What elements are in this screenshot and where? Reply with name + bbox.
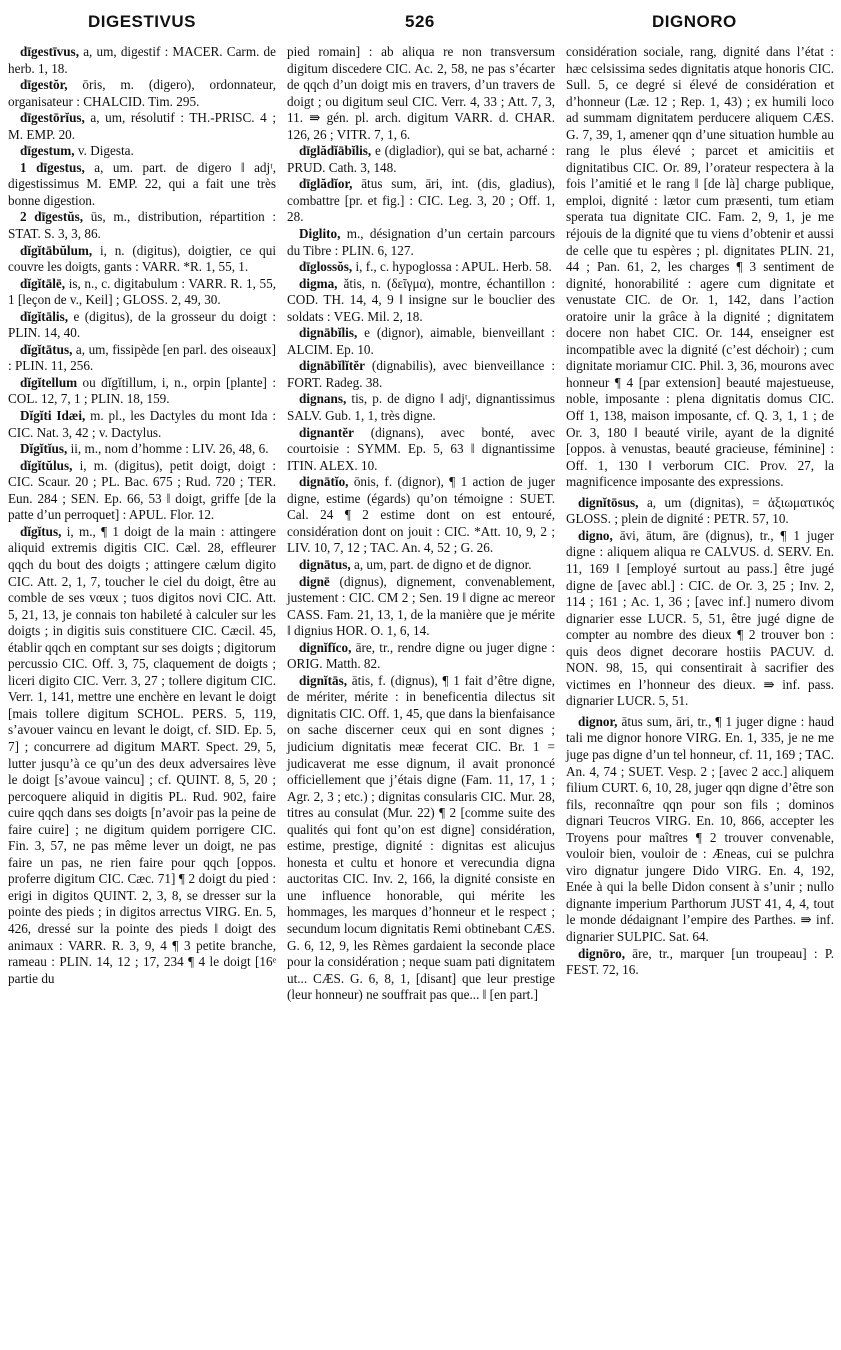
entry-definition: āvi, ātum, āre (dignus), tr., ¶ 1 juger digne : aliquem aliqua re CALVUS. d. SERV. En. 11, 169 ‖ [employé surtout au pass.] être jugé digne de [avec abl.] : CIC. de Or. 3, 25 ; Inv. 2, 114 ; 161 ; Ac. 1, 36 ; [avec inf.] numero divom dignarier esse LUCR. 5, 51, être jugé digne de compter au nombre des dieux ¶ 2 trouver bon : quis deos dignet decorare hostiis PACUV. d. NON. 98, 15, qui consentirait à sacrifier des victimes en l’honneur des dieux. ⇛ inf. pass. dignarier LUCR. 5, 51. [566, 527, 835, 709]
entry-headword: dignōro, [578, 945, 626, 961]
entry-headword: dīglossŏs, [299, 259, 353, 275]
dictionary-entry [566, 714, 834, 946]
entry-headword: dignantĕr [299, 424, 354, 440]
entry-headword: dĭgĭtābŭlum, [20, 242, 93, 258]
entry-headword: dīgestōrĭus, [20, 110, 85, 126]
entry-definition: ātus sum, āri, tr., ¶ 1 juger digne : haud tali me dignor honore VIRG. En. 1, 335, je ne me juge pas digne d’un tel honneur, cf. 11, 169 ; TAC. An. 4, 74 ; SUET. Vesp. 2 ; [avec 2 acc.] aliquem filium CURT. 6, 10, 28, juger qqn digne d’être son fils, reconnaître qqn pour son fils ; dominos dignari Teucros VIRG. En. 10, 866, accepter les Troyens pour maîtres ¶ 2 trouver convenable, vouloir bien, vouloir de : Æneas, cui se pulchra viro dignatur jungere Dido VIRG. En. 4, 192, Enée à qui la belle Didon consent à s’unir ; nullo dignante imperium Parthorum JUST 41, 4, 4, tout le monde dédaignant l’empire des Parthes. ⇛ inf. dignarier SULPIC. Sat. 64. [566, 713, 834, 944]
dictionary-entry [8, 160, 276, 210]
dictionary-entry [8, 458, 276, 524]
entry-definition: (dignus), dignement, convenablement, justement : CIC. CM 2 ; Sen. 19 ‖ digne ac mereor CASS. Fam. 21, 13, 1, de la manière que je mérite ‖ dignius HOR. O. 1, 6, 14. [287, 573, 555, 639]
dictionary-entry [287, 226, 555, 259]
entry-definition: e (digladior), qui se bat, acharné : PRUD. Cath. 3, 148. [287, 143, 555, 175]
entry-headword: dignĭtōsus, [578, 494, 639, 510]
dictionary-entry [8, 524, 276, 987]
entry-headword: dĭgĭtālis, [20, 308, 68, 324]
entry-headword: dīgestŏr, [20, 77, 68, 93]
entry-definition: (dignabilis), avec bienveillance : FORT. Radeg. 38. [287, 358, 556, 390]
dictionary-entry [287, 325, 555, 358]
entry-definition: pied romain] : ab aliqua re non transversum digitum discedere CIC. Ac. 2, 58, ne pas s’écarter de qqch d’un doigt mis en travers, d’un travers de doigt ; ou digitum seul CIC. Verr. 4, 33 ; Att. 7, 3, 11. ⇛ gén. pl. arch. digitum VARR. d. CHAR. 126, 26 ; VITR. 7, 1, 6. [287, 44, 555, 142]
entry-headword: dĭgĭtus, [20, 523, 62, 539]
entry-headword: 1 dīgestus, [20, 159, 85, 175]
dictionary-entry [287, 425, 555, 475]
dictionary-entry [287, 574, 555, 640]
entry-headword: dĭgĭtŭlus, [20, 457, 73, 473]
entry-definition: a, um (dignitas), = ἀξιωματικός GLOSS. ; plein de dignité : PETR. 57, 10. [566, 494, 835, 527]
dictionary-entry [287, 391, 555, 424]
dictionary-entry [8, 243, 276, 276]
entry-definition: e (digitus), de la grosseur du doigt : PLIN. 14, 40. [8, 308, 277, 341]
entry-headword: dīgestīvus, [20, 44, 79, 59]
entry-definition: m. pl., les Dactyles du mont Ida : CIC. Nat. 3, 42 ; v. Dactylus. [8, 408, 277, 440]
dictionary-entry [566, 946, 834, 979]
entry-definition: i, m. (digitus), petit doigt, doigt : CIC. Scaur. 20 ; PL. Bac. 675 ; Rud. 720 ; TER. Eun. 284 ; SEN. Ep. 66, 53 ‖ doigt, griffe [de la patte d’un perroquet] : APUL. Flor. 12. [8, 457, 277, 523]
entry-definition: v. Digesta. [77, 143, 134, 159]
entry-definition: ātus sum, āri, int. (dis, gladius), combattre [pr. et fig.] : CIC. Leg. 3, 20 ; Off. 1, 28. [287, 176, 556, 225]
entry-definition: ōris, m. (digero), ordonnateur, organisateur : CHALCID. Tim. 295. [8, 77, 277, 109]
dictionary-entry [8, 209, 276, 242]
page-header [0, 0, 841, 40]
entry-definition: a, um, part. de digno et de dignor. [353, 556, 532, 572]
entry-definition: a, um, résolutif : TH.-PRISC. 4 ; M. EMP. 20. [8, 110, 276, 142]
dictionary-entry [287, 276, 555, 326]
entry-headword: digno, [578, 527, 613, 543]
dictionary-entry [287, 557, 555, 574]
entry-definition: e (dignor), aimable, bienveillant : ALCIM. Ep. 10. [287, 325, 556, 357]
entry-definition: āre, tr., rendre digne ou juger digne : ORIG. Matth. 82. [287, 639, 555, 672]
entry-headword: dignĭtās, [299, 672, 348, 688]
entry-headword: dignātus, [299, 556, 351, 572]
dictionary-entry [566, 528, 834, 710]
entry-definition: ōnis, f. (dignor), ¶ 1 action de juger digne, estime (égards) qu’on témoigne : SUET. Cal. 24 ¶ 2 estime dont on est entouré, considération dont on jouit : CIC. *Att. 10, 9, 2 ; LIV. 10, 7, 12 ; TAC. An. 4, 52 ; G. 26. [287, 474, 555, 556]
entry-definition: ou dĭgĭtillum, i, n., orpin [plante] : COL. 12, 7, 1 ; PLIN. 18, 159. [8, 374, 276, 407]
entry-definition: ii, m., nom d’homme : LIV. 26, 48, 6. [70, 441, 269, 457]
entry-headword: Diglito, [299, 226, 341, 242]
dictionary-entry [8, 110, 276, 143]
dictionary-entry [287, 44, 555, 143]
entry-headword: dīgestum, [20, 143, 75, 159]
entry-headword: Dĭgĭti Idæi, [20, 408, 86, 424]
entry-headword: dignātĭo, [299, 474, 349, 490]
dictionary-entry [287, 640, 555, 673]
entry-definition: m., désignation d’un certain parcours du Tibre : PLIN. 6, 127. [287, 226, 555, 258]
entry-definition: (dignans), avec bonté, avec courtoisie : SYMM. Ep. 5, 63 ‖ dignantissime ITIN. ALEX. 10. [287, 424, 555, 473]
entry-definition: āre, tr., marquer [un troupeau] : P. FEST. 72, 16. [566, 945, 835, 978]
entry-headword: dignē [299, 573, 330, 589]
entry-definition: i, f., c. hypoglossa : APUL. Herb. 58. [355, 259, 552, 275]
dictionary-entry [287, 673, 555, 1004]
dictionary-entry [287, 259, 555, 276]
running-head-left: DIGESTIVUS [88, 12, 196, 31]
dictionary-entry [8, 309, 276, 342]
running-head-right: DIGNORO [652, 12, 737, 31]
entry-headword: dignans, [299, 391, 347, 407]
entry-definition: a, um, fissipède [en parl. des oiseaux] : PLIN. 11, 256. [8, 341, 277, 374]
entry-definition: ātis, f. (dignus), ¶ 1 fait d’être digne, de mériter, mérite : in beneficentia dilectus sit dignitatis CIC. Off. 1, 45, que dans la bienfaisance on sache discerner ceux qui en sont dignes ; judicium dignitatis meæ fecerat CIC. Br. 1 = judicaverat me esse dignum, il avait prononcé officiellement que j’étais digne (Fam. 11, 17, 1 ; Agr. 2, 3 ; etc.) ; dignitas consularis CIC. Mur. 28, titres au consulat (Mur. 22) ¶ 2 [comme suite des qualités qui font qu’on est digne] considération, estime, prestige, dignité : dignitas est alicujus honesta et cultu et honore et verecundia digna auctoritas CIC. Inv. 2, 166, la dignité consiste en une influence honorable, qui mérite les hommages, les marques d’honneur et le respect ; secundum locum dignitatis Remi obtinebant CÆS. G. 6, 12, 9, les Rèmes gardaient la seconde place pour la considération ; neque suam pati dignitatem ut... CÆS. G. 6, 8, 1, [disant] que leur prestige (leur honneur) ne souffrait pas que... ‖ [en part.] [287, 672, 555, 1003]
entry-definition: i, m., ¶ 1 doigt de la main : attingere aliquid extremis digitis CIC. Cæl. 28, effleurer qqch du bout des doigts ; attingere cælum digito CIC. Att. 2, 1, 7, toucher le ciel du doigt, être au comble de ses vœux ; tuos digitos novi CIC. Att. 5, 21, 13, je connais ton habileté à calculer sur les doigts ; in digitis suis constituere CIC. Cæcil. 45, établir qqch en comptant sur ses doigts ; digitorum percussio CIC. Off. 3, 75, claquement de doigts ; liceri digito CIC. Verr. 3, 27 ; tollere digitum CIC. Verr. 1, 141, mettre une enchère en levant le doigt [mais tollere digitum SCHOL. PERS. 5, 119, s’avouer vaincu en levant le doigt, cf. SID. Ep. 5, 7] ; concurrere ad digitum MART. Spect. 29, 5, lutter jusqu’à ce qu’un des deux adversaires lève le doigt [s’avoue vaincu] ; cf. QUINT. 8, 5, 20 ; percoquere aliquid in digitis PL. Rud. 902, faire cuire qqch dans ses doigts [n’avoir pas la peine de faire cuire] ; ne digitum quidem porrigere CIC. Fin. 3, 57, ne pas même lever un doigt, ne pas faire un pas, ne rien faire pour qqch [oppos. proferre digitum CIC. Cæc. 71] ¶ 2 doigt du pied : erigi in digitos QUINT. 2, 3, 8, se dresser sur la pointe des pieds ; in digitos arrectus VIRG. En. 5, 426, dressé sur la pointe des pieds ‖ doigt des animaux : VARR. R. 3, 9, 4 ¶ 3 petite branche, rameau : PLIN. 14, 12 ; 17, 234 ¶ 4 le doigt [16ᵉ partie du [8, 523, 276, 986]
entry-headword: dignābĭlis, [299, 325, 358, 341]
dictionary-entry [8, 375, 276, 408]
entry-headword: dīglădĭor, [299, 176, 353, 192]
dictionary-entry [8, 276, 276, 309]
entry-headword: dĭgĭtālē, [20, 275, 66, 291]
entry-headword: dignĭfĭco, [299, 639, 352, 655]
entry-headword: dĭgĭtellum [20, 374, 78, 390]
dictionary-entry [287, 176, 555, 226]
dictionary-entry [8, 342, 276, 375]
entry-headword: dīglădĭābĭlis, [299, 143, 372, 159]
dictionary-entry [566, 44, 834, 491]
entry-headword: Dĭgĭtĭus, [20, 441, 68, 457]
column-3 [566, 44, 834, 979]
dictionary-entry [8, 44, 276, 77]
column-2 [287, 44, 555, 1004]
entry-headword: dignābĭlĭtĕr [299, 358, 365, 374]
entry-definition: ătis, n. (δεῖγμα), montre, échantillon : COD. TH. 14, 4, 9 ‖ insigne sur le bouclier des soldats : VEG. Mil. 2, 18. [287, 275, 556, 324]
column-1 [8, 44, 276, 987]
page-number: 526 [405, 12, 435, 31]
dictionary-entry [287, 143, 555, 176]
entry-definition: i, n. (digitus), doigtier, ce qui couvre les doigts, gants : VARR. *R. 1, 55, 1. [8, 242, 277, 275]
entry-headword: digma, [299, 275, 338, 291]
dictionary-entry [8, 441, 276, 458]
entry-headword: 2 dīgestŭs, [20, 209, 84, 225]
entry-definition: is, n., c. digitabulum : VARR. R. 1, 55, 1 [leçon de v., Keil] ; GLOSS. 2, 49, 30. [8, 275, 277, 308]
dictionary-entry [287, 358, 555, 391]
entry-headword: dignor, [578, 713, 618, 729]
dictionary-entry [8, 143, 276, 160]
entry-definition: ūs, m., distribution, répartition : STAT. S. 3, 3, 86. [8, 209, 277, 242]
entry-definition: tis, p. de digno ‖ adjᵗ, dignantissimus SALV. Gub. 1, 1, très digne. [287, 391, 556, 424]
dictionary-entry [8, 408, 276, 441]
entry-definition: a, um. part. de digero ‖ adjᵗ, digestissimus M. EMP. 22, qui a fait une très bonne digestion. [8, 159, 277, 208]
dictionary-entry [566, 495, 834, 528]
entry-definition: a, um, digestif : MACER. Carm. de herb. 1, 18. [8, 44, 276, 76]
entry-definition: considération sociale, rang, dignité dans l’état : hæc celsissima sedes dignitatis atque honoris CIC. Sull. 5, ce degré si élevé de considération et d’honneur (Læ. 12 ; Rep. 1, 43) ; ex humili loco ad summam dignitatem perducere aliquem CÆS. G. 7, 39, 1, amener qqn d’une situation humble au rang le plus élevé ; parcet et amicitiis et dignitatibus CIC. Or. 89, l’orateur respectera à la fois l’amitié et le rang ‖ [de là] charge publique, emploi, dignité : lætor cum præsenti, tum etiam sperata tua dignitate CIC. Fam. 2, 9, 1, je me réjouis de la dignité que tu viens d’obtenir et aussi de celle que tu espères ; pl. dignitates PLIN. 21, 44 ; Pan. 61, 2, les charges ¶ 3 sentiment de dignité, honorabilité : agere cum dignitate et venustate CIC. de Or. 1, 142, dans l’action oratoire unir la grâce à la dignité ; dignitatem docere non habet CIC. Or. 144, enseigner est incompatible avec la dignité (c’est déchoir) ; cum dignitate moriamur CIC. Phil. 3, 36, mourons avec honneur ¶ 4 [par extension] beauté majestueuse, noble, imposante : plena dignitatis domus CIC. Off 1, 138, maison imposante, cf. Q. 3, 1, 1 ; de Or. 3, 180 ‖ beauté virile, ayant de la dignité [oppos. à venustas, beauté gracieuse, féminine] : Off. 1, 130 ‖ verborum CIC. Prov. 27, la magnificence imposante des expressions. [566, 44, 834, 490]
dictionary-entry [287, 474, 555, 557]
dictionary-entry [8, 77, 276, 110]
entry-headword: dĭgĭtātus, [20, 341, 73, 357]
